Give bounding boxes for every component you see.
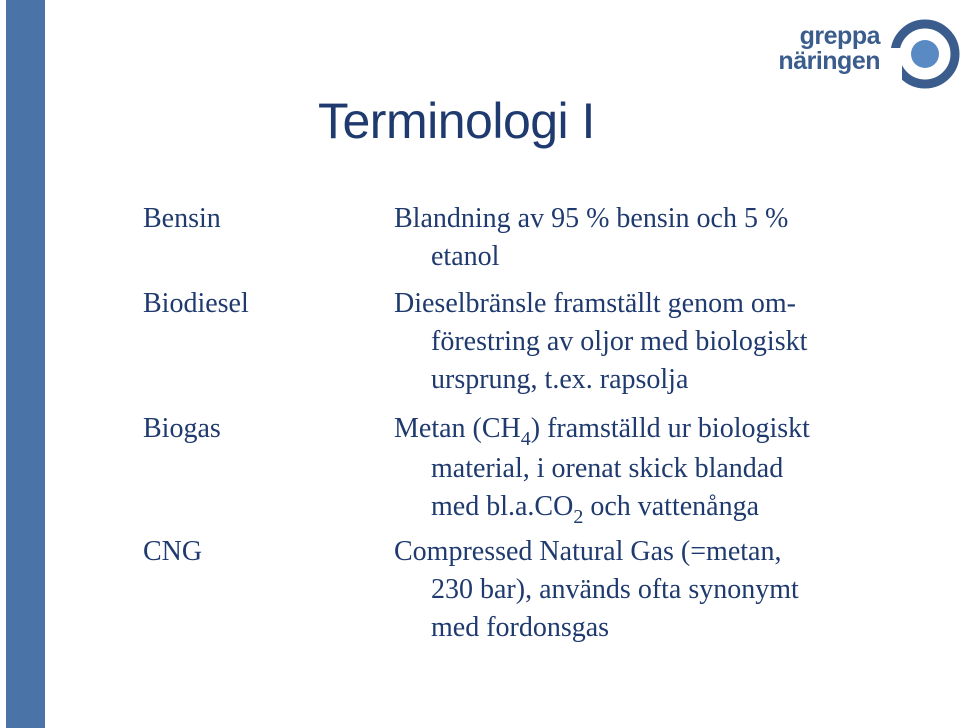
definition-text: med bl.a.CO (431, 491, 574, 522)
left-accent-band (0, 0, 47, 728)
subscript: 4 (520, 428, 531, 450)
subscript: 2 (573, 506, 584, 528)
definition-text: ) framställd ur biologiskt (530, 413, 810, 444)
page-title: Terminologi I (318, 93, 595, 149)
logo-line-2: näringen (778, 47, 880, 75)
definition-line: Compressed Natural Gas (=metan, (394, 536, 782, 567)
term-definition (394, 200, 924, 276)
definition-line: ursprung, t.ex. rapsolja (431, 364, 689, 395)
definition-line: med fordonsgas (431, 612, 610, 643)
term-label: Biogas (143, 413, 221, 444)
term-definition (394, 410, 924, 528)
definition-line: förestring av oljor med biologiskt (431, 326, 808, 357)
definition-line (394, 410, 924, 450)
definition-line: material, i orenat skick blandad (431, 453, 784, 484)
greppa-naringen-logo (778, 18, 960, 92)
term-label: Biodiesel (143, 288, 249, 319)
definition-line: etanol (431, 241, 500, 272)
definition-text: och vattenånga (583, 491, 760, 522)
term-label: Bensin (143, 203, 221, 234)
term-definition (394, 285, 924, 399)
term-definition (394, 533, 924, 647)
definition-line (394, 488, 924, 528)
logo-ring-icon (890, 18, 960, 92)
logo-line-1: greppa (799, 22, 880, 50)
left-accent-stripe (6, 0, 45, 728)
definition-line: Dieselbränsle framställt genom om- (394, 288, 796, 319)
definition-line: 230 bar), används ofta synonymt (431, 574, 799, 605)
logo-wordmark (778, 24, 880, 74)
definition-line: Blandning av 95 % bensin och 5 % (394, 203, 789, 234)
term-label: CNG (143, 536, 203, 567)
definition-text: Metan (CH (394, 413, 521, 444)
